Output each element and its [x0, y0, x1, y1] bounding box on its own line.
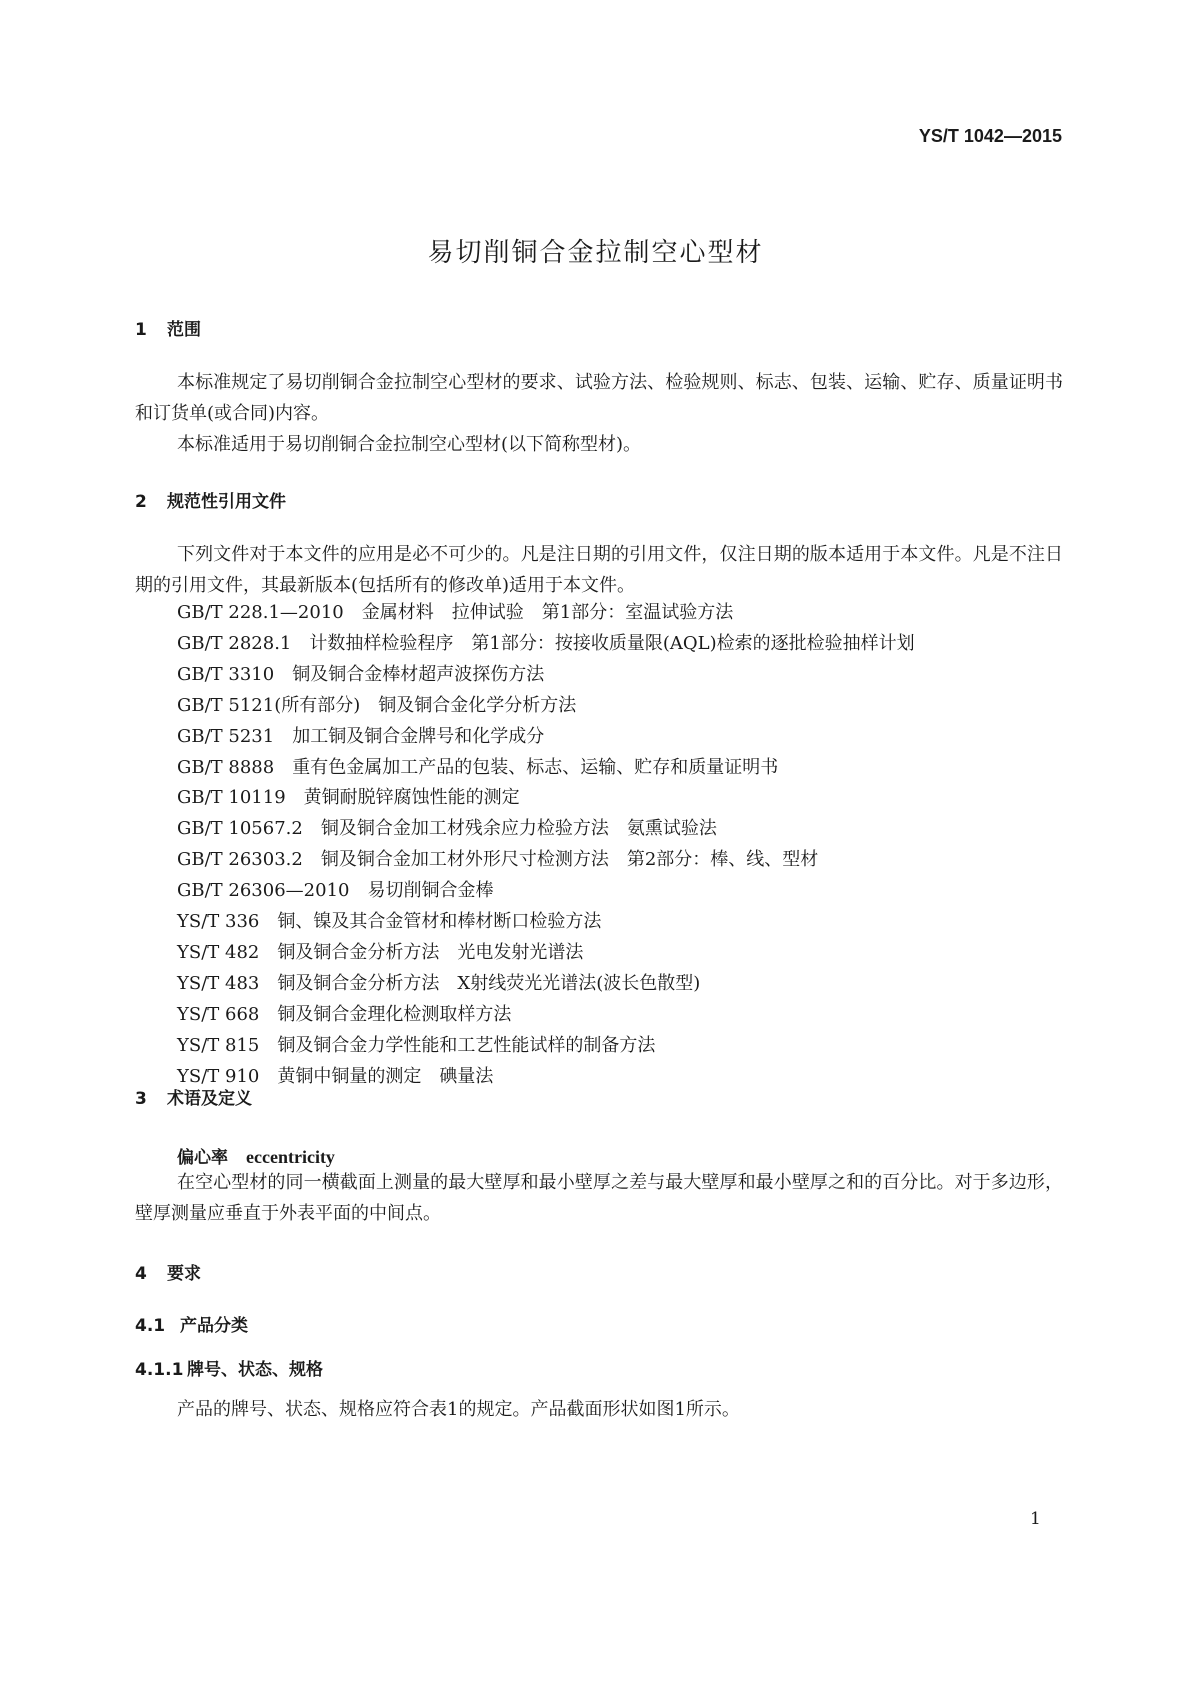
reference-item — [177, 783, 915, 814]
subsection-4-1-heading — [135, 1311, 248, 1336]
reference-title: 铜及铜合金理化检测取样方法 — [277, 1003, 512, 1025]
reference-item — [177, 1062, 915, 1093]
reference-code: YS/T 336 — [177, 911, 260, 933]
reference-item — [177, 1031, 915, 1062]
reference-item — [177, 598, 915, 629]
section-title: 范围 — [167, 320, 201, 340]
section-1-paragraph-2: 本标准适用于易切削铜合金拉制空心型材(以下简称型材)。 — [177, 434, 642, 455]
reference-title: 铜及铜合金力学性能和工艺性能试样的制备方法 — [277, 1034, 656, 1056]
section-title: 规范性引用文件 — [167, 492, 286, 512]
reference-code: GB/T 2828.1 — [177, 632, 292, 654]
page-number: 1 — [1030, 1509, 1041, 1529]
reference-code: YS/T 668 — [177, 1003, 260, 1025]
reference-item — [177, 722, 915, 753]
reference-code: YS/T 815 — [177, 1034, 260, 1056]
reference-item — [177, 753, 915, 784]
reference-item — [177, 845, 915, 876]
section-4-paragraph: 产品的牌号、状态、规格应符合表1的规定。产品截面形状如图1所示。 — [177, 1399, 740, 1420]
section-number: 4 — [135, 1264, 147, 1284]
reference-list — [177, 598, 915, 1093]
term-english: eccentricity — [246, 1147, 335, 1167]
section-title: 要求 — [167, 1264, 201, 1284]
subsection-4-1-1-heading — [135, 1355, 323, 1380]
reference-title: 重有色金属加工产品的包装、标志、运输、贮存和质量证明书 — [292, 756, 779, 778]
reference-code: YS/T 482 — [177, 941, 260, 963]
section-number: 4.1 — [135, 1316, 166, 1336]
reference-title: 铜及铜合金分析方法 X射线荧光光谱法(波长色散型) — [277, 972, 701, 994]
section-title: 牌号、状态、规格 — [187, 1360, 323, 1380]
reference-title: 金属材料 拉伸试验 第1部分：室温试验方法 — [361, 602, 734, 623]
reference-item — [177, 969, 915, 1000]
reference-title: 加工铜及铜合金牌号和化学成分 — [292, 725, 545, 747]
section-3-heading — [135, 1084, 252, 1109]
term-chinese: 偏心率 — [177, 1148, 228, 1168]
reference-code: GB/T 3310 — [177, 663, 275, 685]
reference-item — [177, 876, 915, 907]
reference-item — [177, 1000, 915, 1031]
reference-item — [177, 629, 915, 660]
reference-item — [177, 907, 915, 938]
reference-code: GB/T 10119 — [177, 787, 286, 809]
reference-title: 铜及铜合金分析方法 光电发射光谱法 — [277, 941, 584, 963]
reference-title: 计数抽样检验程序 第1部分：按接收质量限(AQL)检索的逐批检验抽样计划 — [309, 632, 915, 654]
reference-title: 铜及铜合金加工材外形尺寸检测方法 第2部分：棒、线、型材 — [320, 849, 819, 871]
reference-title: 易切削铜合金棒 — [367, 880, 494, 902]
reference-title: 铜及铜合金加工材残余应力检验方法 氨熏试验法 — [320, 818, 717, 840]
reference-title: 黄铜耐脱锌腐蚀性能的测定 — [303, 787, 520, 809]
reference-title: 铜及铜合金化学分析方法 — [378, 694, 577, 716]
document-title: 易切削铜合金拉制空心型材 — [427, 238, 764, 268]
reference-code: GB/T 5231 — [177, 725, 275, 747]
section-number: 3 — [135, 1089, 147, 1109]
reference-title: 黄铜中铜量的测定 碘量法 — [277, 1065, 494, 1087]
section-1-heading — [135, 315, 201, 340]
reference-code: GB/T 26306—2010 — [177, 880, 350, 902]
section-title: 产品分类 — [180, 1316, 248, 1336]
reference-code: YS/T 910 — [177, 1065, 260, 1087]
reference-item — [177, 938, 915, 969]
section-number: 4.1.1 — [135, 1360, 184, 1380]
reference-item — [177, 814, 915, 845]
section-2-heading — [135, 487, 286, 512]
standard-code: YS/T 1042—2015 — [918, 126, 1062, 146]
reference-item — [177, 691, 915, 722]
section-4-heading — [135, 1259, 201, 1284]
section-number: 2 — [135, 492, 147, 512]
term-definition: 在空心型材的同一横截面上测量的最大壁厚和最小壁厚之差与最大壁厚和最小壁厚之和的百分比。对于多边形，壁厚测量应垂直于外表平面的中间点。 — [135, 1172, 1063, 1224]
section-2-intro: 下列文件对于本文件的应用是必不可少的。凡是注日期的引用文件，仅注日期的版本适用于本文件。凡是不注日期的引用文件，其最新版本(包括所有的修改单)适用于本文件。 — [135, 544, 1063, 596]
section-1-paragraph-1: 本标准规定了易切削铜合金拉制空心型材的要求、试验方法、检验规则、标志、包装、运输、贮存、质量证明书和订货单(或合同)内容。 — [135, 372, 1063, 424]
section-number: 1 — [135, 320, 147, 340]
section-title: 术语及定义 — [167, 1089, 252, 1109]
reference-code: GB/T 5121(所有部分) — [177, 694, 361, 716]
reference-code: GB/T 228.1—2010 — [177, 602, 344, 623]
reference-code: GB/T 26303.2 — [177, 849, 303, 871]
reference-title: 铜、镍及其合金管材和棒材断口检验方法 — [277, 911, 602, 933]
reference-code: YS/T 483 — [177, 972, 260, 994]
term-entry — [177, 1143, 335, 1168]
reference-code: GB/T 10567.2 — [177, 818, 303, 840]
reference-title: 铜及铜合金棒材超声波探伤方法 — [292, 663, 545, 685]
reference-code: GB/T 8888 — [177, 756, 275, 778]
reference-item — [177, 660, 915, 691]
